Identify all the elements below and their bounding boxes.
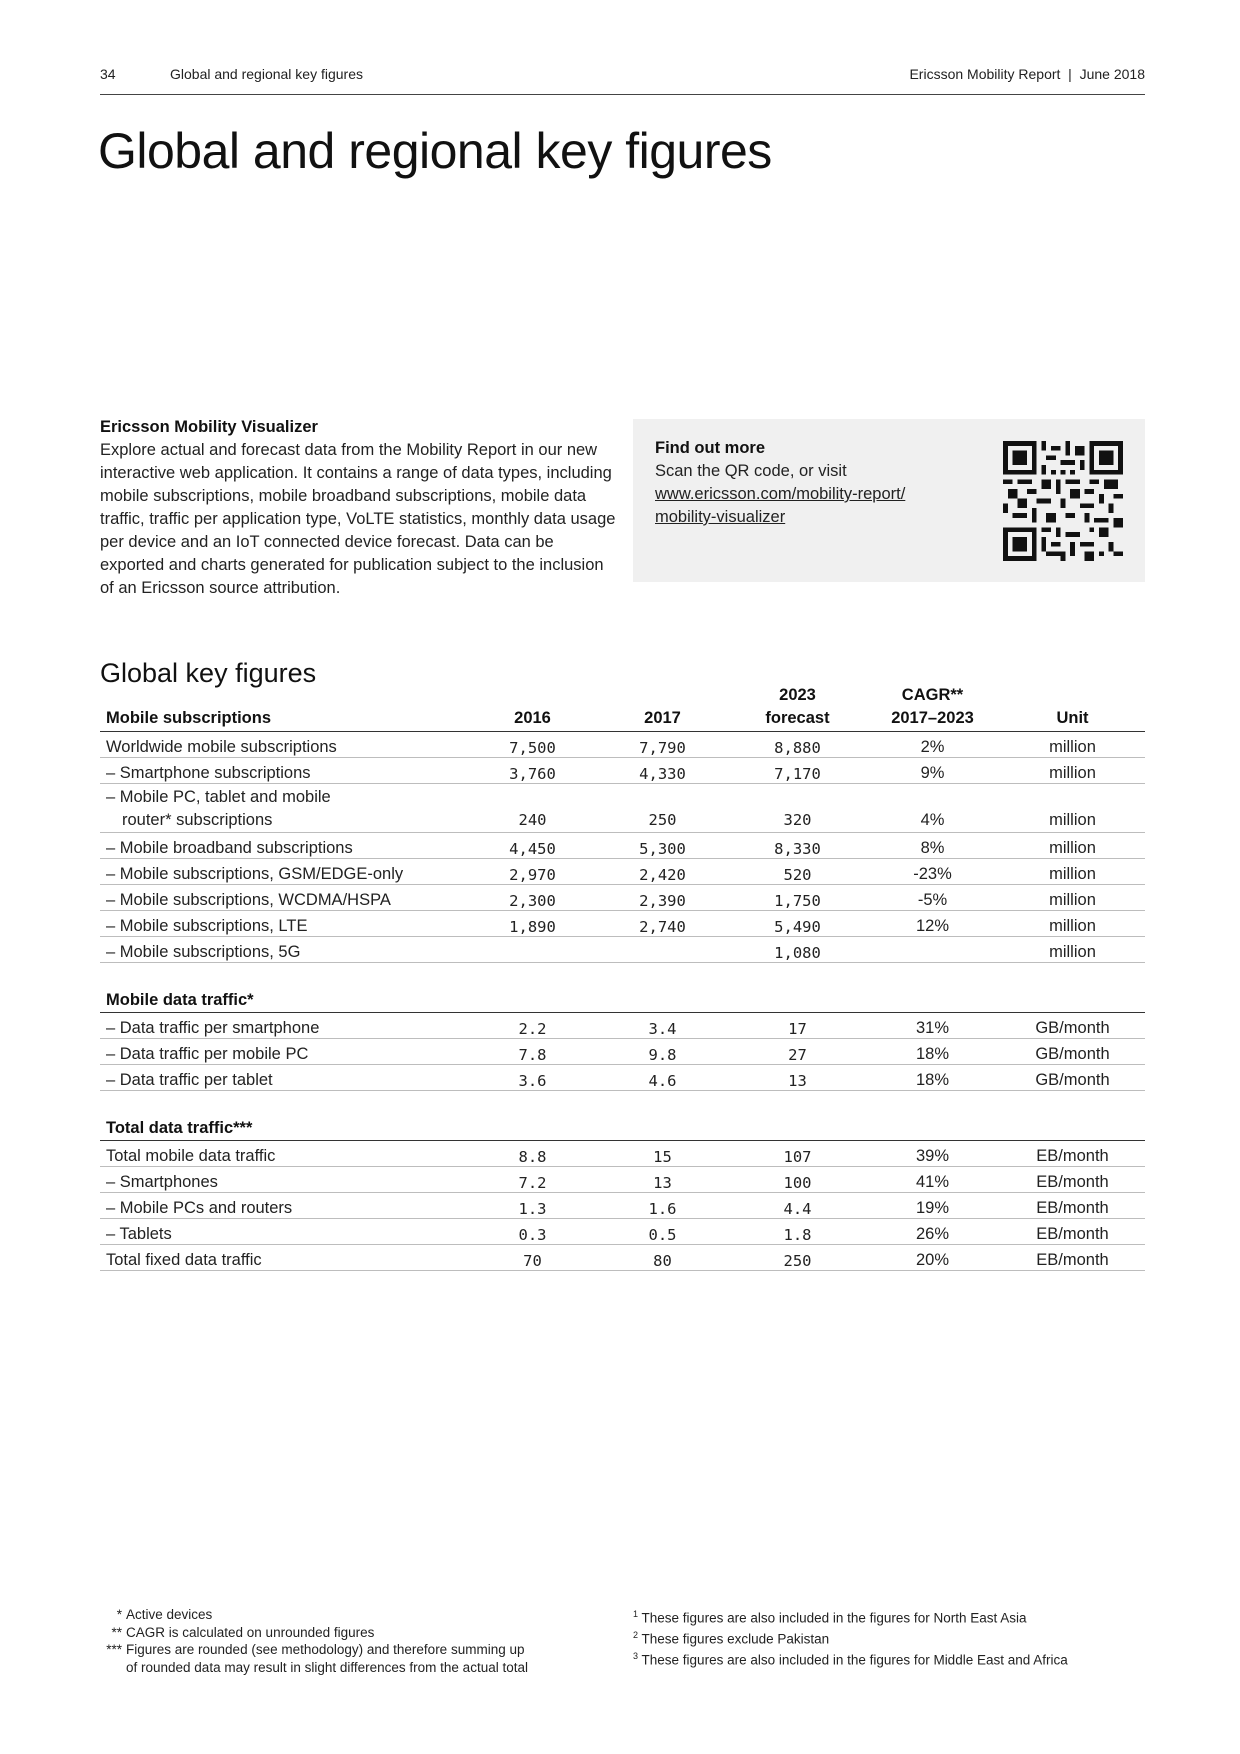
mobile-data-traffic-heading-row xyxy=(100,987,1145,1013)
find-out-more-box xyxy=(633,419,1145,582)
mobile-data-traffic-heading: Mobile data traffic* xyxy=(100,987,1145,1013)
footnotes-left xyxy=(100,1606,570,1676)
column-header-cagr: CAGR** 2017–2023 xyxy=(865,684,1000,732)
qr-code-icon xyxy=(1003,441,1123,561)
total-data-traffic-heading-row xyxy=(100,1115,1145,1141)
column-header-unit: Unit xyxy=(1000,684,1145,732)
table-row: – Mobile PC, tablet and mobile router* subscriptions 240 250 320 4% million xyxy=(100,784,1145,833)
header-rule xyxy=(100,94,1145,95)
visualizer-body: Explore actual and forecast data from the Mobility Report in our new interactive web application. It contains a range of data types, including mobile subscriptions, mobile broadband subscriptions, mobile data traffic, traffic per application type, VoLTE statistics, monthly data usage per device and an IoT connected device forecast. Data can be exported and charts generated for publication subject to the inclusion of an Ericsson source attribution. xyxy=(100,441,616,597)
page-number: 34 xyxy=(100,66,116,82)
table-row: – Smartphones 7.2 13 100 41% EB/month xyxy=(100,1167,1145,1193)
table-row: – Mobile subscriptions, GSM/EDGE-only 2,970 2,420 520 -23% million xyxy=(100,859,1145,885)
section-name: Global and regional key figures xyxy=(170,66,364,82)
visualizer-link-line1[interactable]: www.ericsson.com/mobility-report/ xyxy=(655,485,906,503)
table-row: – Tablets 0.3 0.5 1.8 26% EB/month xyxy=(100,1219,1145,1245)
report-name: Ericsson Mobility Report | June 2018 xyxy=(909,66,1145,82)
find-out-more-text: Scan the QR code, or visit xyxy=(655,462,847,480)
column-header-2023: 2023 forecast xyxy=(730,684,865,732)
visualizer-link-line2[interactable]: mobility-visualizer xyxy=(655,508,786,526)
table-row: – Mobile subscriptions, LTE 1,890 2,740 5,490 12% million xyxy=(100,911,1145,937)
footnote: $^1$ These figures are also included in the figures for North East Asia xyxy=(633,1609,1027,1626)
table-row: – Data traffic per mobile PC 7.8 9.8 27 18% GB/month xyxy=(100,1039,1145,1065)
table-row: – Mobile broadband subscriptions 4,450 5,300 8,330 8% million xyxy=(100,833,1145,859)
column-header-2016: 2016 xyxy=(470,684,595,732)
table-row: – Data traffic per tablet 3.6 4.6 13 18% GB/month xyxy=(100,1065,1145,1091)
global-key-figures-heading: Global key figures xyxy=(100,658,317,688)
table-row: – Data traffic per smartphone 2.2 3.4 17 31% GB/month xyxy=(100,1013,1145,1039)
table-row: – Mobile PCs and routers 1.3 1.6 4.4 19% EB/month xyxy=(100,1193,1145,1219)
table-row: – Mobile subscriptions, 5G 1,080 million xyxy=(100,937,1145,963)
page-header xyxy=(100,66,1145,90)
table-row: – Smartphone subscriptions 3,760 4,330 7,170 9% million xyxy=(100,758,1145,784)
footnote: ** CAGR is calculated on unrounded figures xyxy=(111,1624,375,1640)
footnotes-right xyxy=(633,1606,1143,1669)
footnote: * Active devices xyxy=(116,1607,213,1622)
footnote: $^2$ These figures exclude Pakistan xyxy=(633,1630,830,1647)
table-row: – Mobile subscriptions, WCDMA/HSPA 2,300 2,390 1,750 -5% million xyxy=(100,885,1145,911)
table-row: Worldwide mobile subscriptions 7,500 7,790 8,880 2% million xyxy=(100,732,1145,758)
table-row: Total fixed data traffic 70 80 250 20% EB/month xyxy=(100,1245,1145,1271)
column-header-label: Mobile subscriptions xyxy=(100,684,470,732)
column-header-2017: 2017 xyxy=(595,684,730,732)
table-row: Total mobile data traffic 8.8 15 107 39% EB/month xyxy=(100,1141,1145,1167)
total-data-traffic-heading: Total data traffic*** xyxy=(100,1115,1145,1141)
footnote: $^3$ These figures are also included in the figures for Middle East and Africa xyxy=(633,1651,1068,1668)
footnote: of rounded data may result in slight differences from the actual total xyxy=(126,1659,528,1675)
page-title: Global and regional key figures xyxy=(98,123,772,179)
visualizer-heading: Ericsson Mobility Visualizer xyxy=(100,418,318,436)
global-key-figures-table xyxy=(100,684,1145,1271)
visualizer-section xyxy=(100,416,620,600)
footnote: *** Figures are rounded (see methodology) and therefore summing up xyxy=(106,1642,525,1657)
find-out-more-heading: Find out more xyxy=(655,439,765,457)
table-header-row xyxy=(100,684,1145,732)
